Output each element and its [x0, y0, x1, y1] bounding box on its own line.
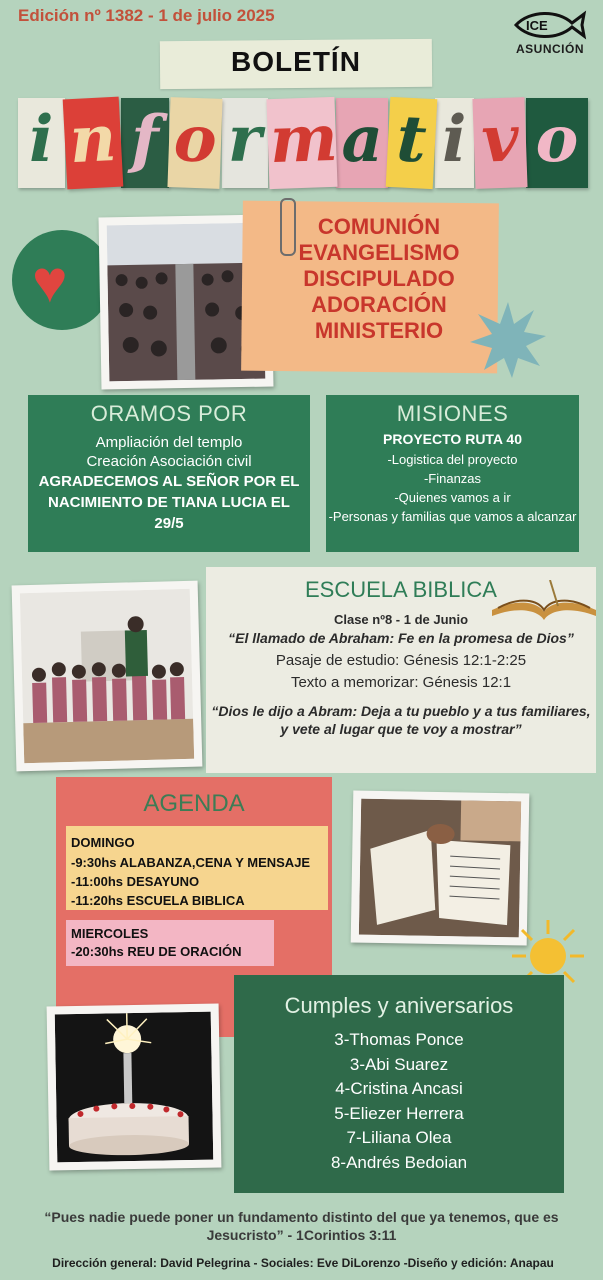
title-letter: o: [526, 98, 588, 188]
agenda-item: -11:20hs ESCUELA BIBLICA: [71, 893, 245, 908]
agenda-item: -20:30hs REU DE ORACIÓN: [71, 944, 242, 959]
value-item: ADORACIÓN: [311, 292, 447, 317]
misiones-title: MISIONES: [396, 401, 509, 426]
cumple-item: 7-Liliana Olea: [346, 1128, 452, 1147]
misiones-card: [326, 395, 579, 552]
cumple-item: 5-Eliezer Herrera: [334, 1103, 464, 1123]
heart-icon: ♥: [32, 248, 68, 315]
title-letter: r: [222, 98, 269, 188]
escuela-body: [206, 611, 596, 738]
escuela-lesson: “El llamado de Abraham: Fe en la promesa de Dios”: [228, 630, 574, 646]
cumples-list: [234, 1028, 564, 1175]
miercoles-list: [71, 925, 241, 961]
boletin-heading: BOLETÍN: [231, 46, 361, 77]
oramos-thanks: AGRADECEMOS AL SEÑOR POR EL NACIMIENTO DE TIANA LUCIA EL 29/5: [38, 473, 300, 532]
misiones-project: PROYECTO RUTA 40: [383, 431, 522, 447]
title-letter: o: [168, 97, 223, 189]
informativo-title: [18, 98, 588, 188]
title-letter: t: [386, 97, 437, 189]
footer-credits: Dirección general: David Pelegrina - Sociales: Eve DiLorenzo -Diseño y edición: Anapau: [52, 1256, 554, 1270]
agenda-item: -11:00hs DESAYUNO: [71, 874, 200, 889]
title-letter: i: [18, 98, 65, 188]
value-item: MINISTERIO: [314, 318, 444, 343]
bible-photo: [351, 790, 530, 945]
edition-line: Edición nº 1382 - 1 de julio 2025: [18, 6, 275, 25]
oramos-line: Ampliación del templo: [95, 434, 243, 451]
cumple-item: 4-Cristina Ancasi: [335, 1079, 463, 1098]
value-item: EVANGELISMO: [298, 240, 460, 265]
agenda-item: -9:30hs ALABANZA,CENA Y MENSAJE: [71, 855, 311, 870]
escuela-pasaje: Pasaje de estudio: Génesis 12:1-2:25: [275, 652, 527, 669]
cumple-item: 3-Abi Suarez: [349, 1054, 449, 1074]
misiones-item: -Finanzas: [423, 471, 482, 486]
escuela-memorizar: Texto a memorizar: Génesis 12:1: [290, 674, 512, 691]
escuela-quote: “Dios le dijo a Abram: Deja a tu pueblo y a tus familiares, y vete al lugar que te voy a mostrar”: [211, 703, 591, 737]
oramos-title: ORAMOS POR: [90, 401, 248, 426]
cumple-item: 8-Andrés Bedoian: [330, 1152, 468, 1172]
cake-photo: [47, 1004, 222, 1171]
title-letter: f: [121, 98, 169, 188]
domingo-list: [71, 833, 310, 910]
title-letter: v: [472, 97, 527, 189]
footer-verse: “Pues nadie puede poner un fundamento distinto del que ya tenemos, que es Jesucristo” - 1Corintios 3:11: [44, 1209, 559, 1243]
value-item: DISCIPULADO: [303, 266, 455, 291]
starburst-icon: [468, 300, 548, 380]
title-letter: n: [62, 97, 123, 190]
miercoles-label: MIERCOLES: [71, 926, 149, 941]
church-logo: [510, 8, 590, 56]
misiones-item: -Logistica del proyecto: [387, 452, 518, 467]
escuela-clase: Clase nº8 - 1 de Junio: [333, 612, 469, 627]
birthday-cake-image: [55, 1012, 214, 1163]
title-letter: m: [266, 97, 337, 189]
misiones-item: -Personas y familias que vamos a alcanzar: [328, 509, 577, 524]
cumples-title: Cumples y aniversarios: [284, 993, 514, 1018]
fish-icon: [512, 8, 588, 42]
values-list: [258, 214, 500, 344]
domingo-label: DOMINGO: [71, 835, 135, 850]
value-item: COMUNIÓN: [317, 214, 441, 239]
misiones-item: -Quienes vamos a ir: [394, 490, 511, 505]
cumple-item: 3-Thomas Ponce: [334, 1030, 464, 1049]
escuela-photo: [12, 581, 203, 772]
kids-group-image: [20, 589, 194, 763]
oramos-line: Creación Asociación civil: [86, 453, 252, 470]
title-letter: i: [435, 98, 474, 188]
title-letter: a: [336, 98, 388, 188]
agenda-title: AGENDA: [143, 790, 245, 817]
bible-reading-image: [359, 799, 521, 938]
logo-mark-text: ICE: [526, 18, 548, 33]
escuela-title: ESCUELA BIBLICA: [305, 577, 497, 602]
oramos-card: [28, 395, 310, 552]
logo-city: ASUNCIÓN: [515, 42, 584, 56]
